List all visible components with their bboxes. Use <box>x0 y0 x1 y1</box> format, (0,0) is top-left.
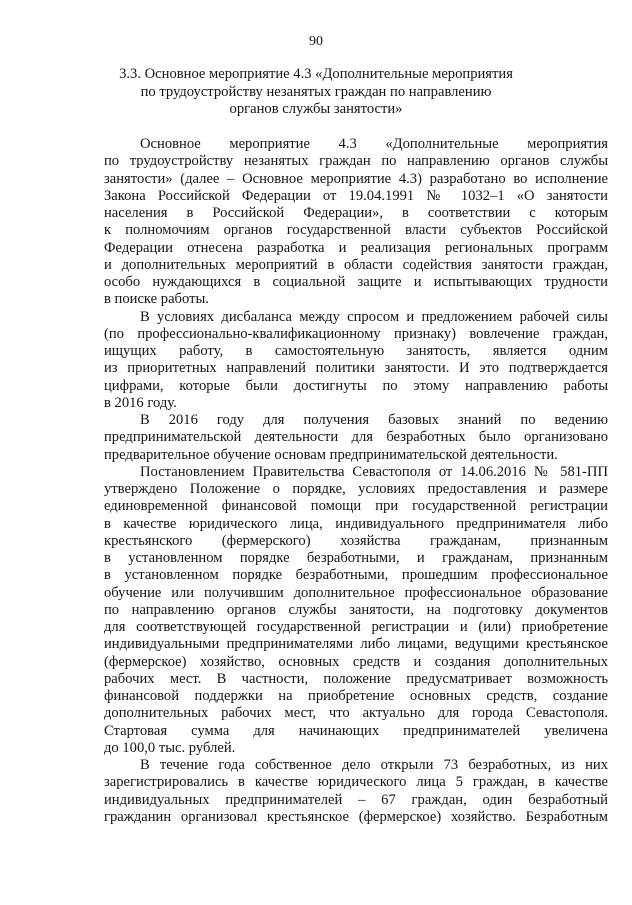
body-line: в поиске работы. <box>104 291 209 308</box>
body-line: дополнительных рабочих мест, что актуально для города Севастополя. <box>104 705 608 722</box>
body-line: к полномочиям органов государственной власти субъектов Российской <box>104 222 608 239</box>
body-line: (фермерское) хозяйство, основных средств и создания дополнительных <box>104 653 608 670</box>
body-line: в установленном порядке безработными, и гражданам, признанным <box>104 550 608 566</box>
body-line: цифрами, которые были достигнуты по этому направлению работы <box>104 377 608 394</box>
body-line: В 2016 году для получения базовых знаний по ведению <box>140 412 608 428</box>
page-number: 90 <box>309 34 323 49</box>
body-line: В течение года собственное дело открыли 73 безработных, из них <box>140 757 608 773</box>
body-line: В условиях дисбаланса между спросом и предложением рабочей силы <box>140 308 608 325</box>
body-line: единовременной финансовой помощи при государственной регистрации <box>104 498 608 515</box>
body-line: предпринимательской деятельности для безработных было организовано <box>104 429 608 446</box>
body-line: ищущих работу, в самостоятельную занятость, является одним <box>104 343 608 359</box>
body-line: в качестве юридического лица, индивидуального предпринимателя либо <box>104 515 608 532</box>
heading-line: органов службы занятости» <box>229 101 403 117</box>
body-line: Основное мероприятие 4.3 «Дополнительные мероприятия <box>140 136 608 152</box>
body-line: для соответствующей государственной регистрации и (или) приобретение <box>104 619 608 635</box>
body-line: особо нуждающихся в социальной защите и испытывающих трудности <box>104 274 608 290</box>
body-line: индивидуальными предпринимателями либо лицами, ведущими крестьянское <box>104 636 608 653</box>
body-line: в установленном порядке безработными, прошедшим профессиональное <box>104 567 608 584</box>
body-line: Постановлением Правительства Севастополя от 14.06.2016 № 581-ПП <box>140 463 608 480</box>
body-line: Закона Российской Федерации от 19.04.1991 № 1032–1 «О занятости <box>104 187 608 204</box>
body-line: финансовой поддержки на приобретение основных средств, создание <box>104 688 608 704</box>
body-line: (по профессионально-квалификационному признаку) вовлечение граждан, <box>104 325 608 342</box>
body-line: Стартовая сумма для начинающих предпринимателей увеличена <box>104 722 608 739</box>
body-line: утверждено Положение о порядке, условиях предоставления и размере <box>104 481 608 497</box>
body-line: и дополнительных мероприятий в области содействия занятости граждан, <box>104 256 608 273</box>
body-line: гражданин организовал крестьянское (фермерское) хозяйство. Безработным <box>104 808 608 825</box>
heading-line: по трудоустройству незанятых граждан по направлению <box>140 83 492 100</box>
body-line: населения в Российской Федерации», в соответствии с которым <box>104 205 608 221</box>
section-heading <box>100 66 532 119</box>
body-line: из приоритетных направлений политики занятости. И это подтверждается <box>104 360 608 377</box>
body-line: крестьянского (фермерского) хозяйства гражданам, признанным <box>104 532 608 549</box>
body-line: по трудоустройству незанятых граждан по направлению органов службы <box>104 153 608 170</box>
body-line: индивидуальных предпринимателей – 67 граждан, один безработный <box>104 791 608 808</box>
body-line: обучение или получившим дополнительное профессиональное образование <box>104 584 608 601</box>
body-text <box>104 136 608 826</box>
body-line: зарегистрировались в качестве юридического лица 5 граждан, в качестве <box>104 774 608 791</box>
body-line: предварительное обучение основам предпринимательской деятельности. <box>104 446 558 463</box>
body-line: Федерации отнесена разработка и реализация региональных программ <box>104 239 608 256</box>
body-line: до 100,0 тыс. рублей. <box>104 739 236 756</box>
body-line: в 2016 году. <box>104 394 177 411</box>
body-line: занятости» (далее – Основное мероприятие 4.3) разработано во исполнение <box>104 170 608 187</box>
heading-line: 3.3. Основное мероприятие 4.3 «Дополнительные мероприятия <box>119 66 513 82</box>
body-line: рабочих мест. В частности, положение предусматривает возможность <box>104 670 608 687</box>
body-line: по направлению органов службы занятости, на подготовку документов <box>104 601 608 618</box>
